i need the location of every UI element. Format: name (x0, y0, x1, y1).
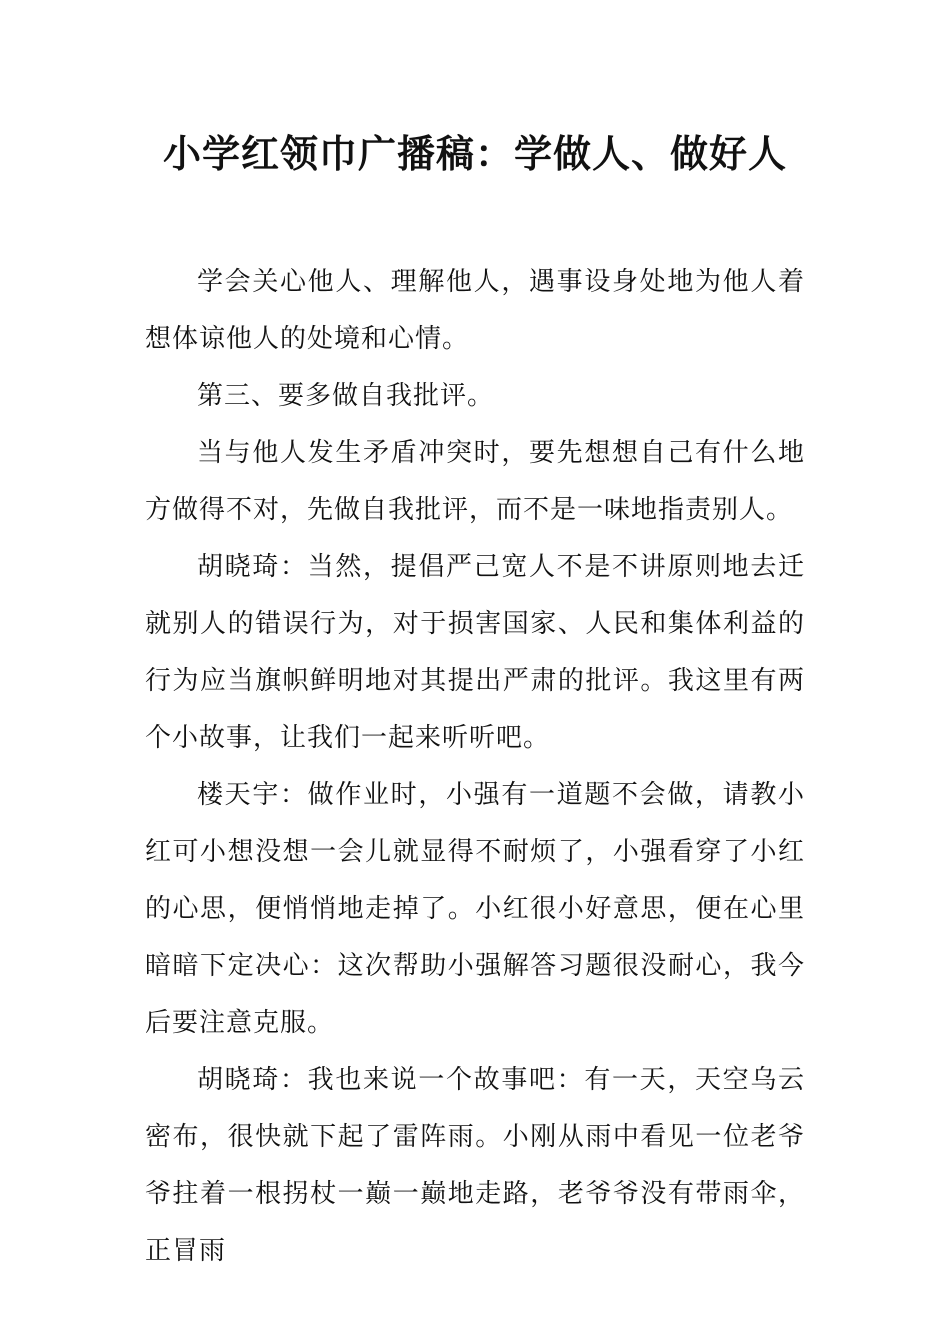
paragraph: 胡晓琦：当然，提倡严己宽人不是不讲原则地去迁就别人的错误行为，对于损害国家、人民和集体利益的行为应当旗帜鲜明地对其提出严肃的批评。我这里有两个小故事，让我们一起来听听吧。 (145, 552, 805, 753)
document-body (145, 254, 805, 1280)
paragraph: 当与他人发生矛盾冲突时，要先想想自己有什么地方做得不对，先做自我批评，而不是一味地指责别人。 (145, 438, 805, 525)
paragraph: 胡晓琦：我也来说一个故事吧：有一天，天空乌云密布，很快就下起了雷阵雨。小刚从雨中看见一位老爷爷拄着一根拐杖一巅一巅地走路，老爷爷没有带雨伞，正冒雨 (145, 1065, 805, 1266)
paragraph: 学会关心他人、理解他人，遇事设身处地为他人着想体谅他人的处境和心情。 (145, 267, 805, 354)
paragraph: 楼天宇：做作业时，小强有一道题不会做，请教小红可小想没想一会儿就显得不耐烦了，小强看穿了小红的心思，便悄悄地走掉了。小红很小好意思，便在心里暗暗下定决心：这次帮助小强解答习题很没耐心，我今后要注意克服。 (145, 780, 805, 1038)
document-title: 小学红领巾广播稿：学做人、做好人 (162, 131, 787, 176)
paragraph: 第三、要多做自我批评。 (197, 381, 495, 411)
